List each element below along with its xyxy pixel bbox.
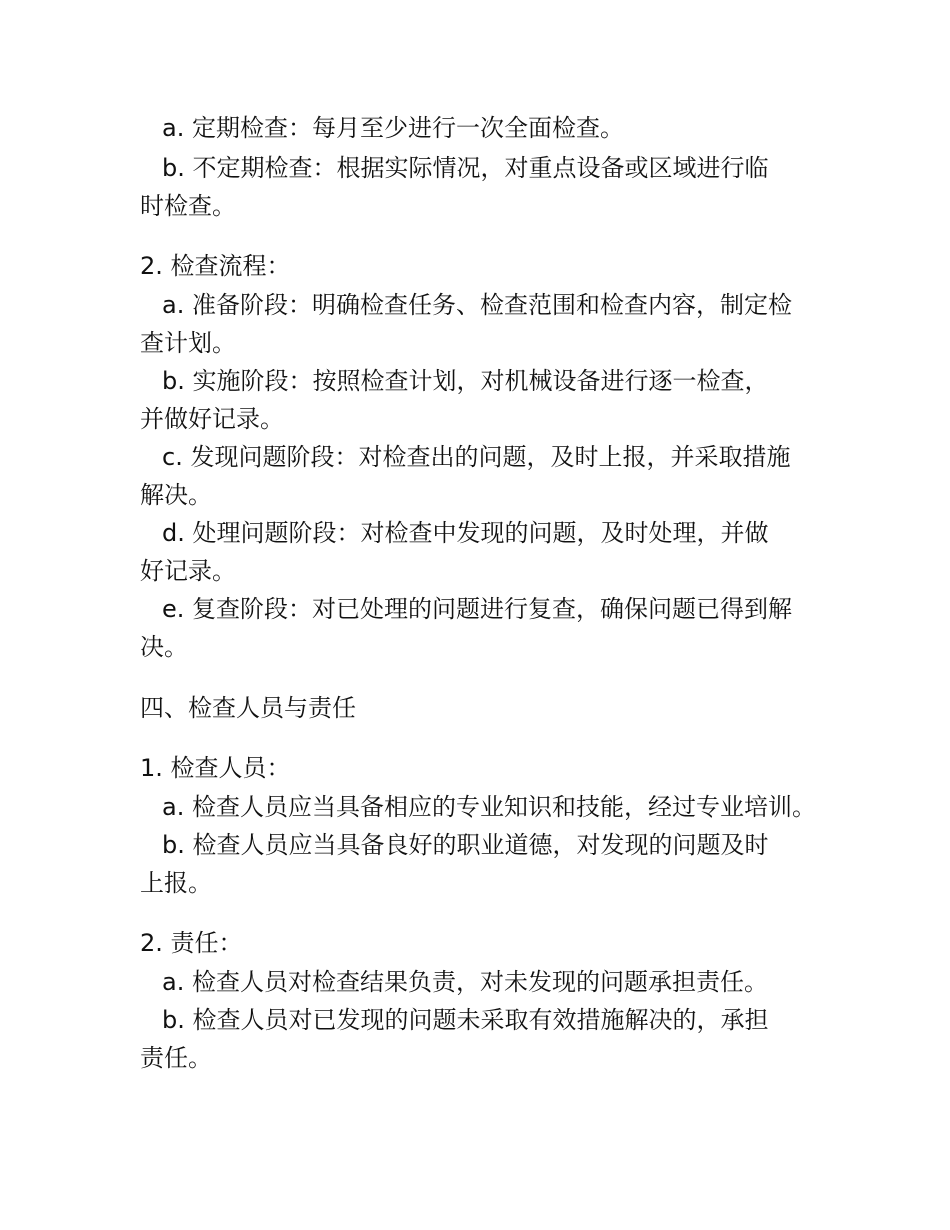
text-line: a. 检查人员对检查结果负责，对未发现的问题承担责任。 — [162, 968, 768, 996]
text-line: b. 检查人员应当具备良好的职业道德，对发现的问题及时 — [162, 831, 769, 859]
text-line: a. 定期检查：每月至少进行一次全面检查。 — [162, 114, 624, 142]
text-line: e. 复查阶段：对已处理的问题进行复查，确保问题已得到解 — [162, 595, 793, 623]
section-heading: 2. 检查流程： — [140, 252, 291, 280]
text-line: 时检查。 — [140, 192, 236, 220]
text-line: 责任。 — [140, 1044, 212, 1072]
text-line: 并做好记录。 — [140, 405, 284, 433]
text-line: b. 不定期检查：根据实际情况，对重点设备或区域进行临 — [162, 154, 769, 182]
text-line: 解决。 — [140, 481, 212, 509]
text-line: d. 处理问题阶段：对检查中发现的问题，及时处理，并做 — [162, 519, 769, 547]
text-line: 好记录。 — [140, 557, 236, 585]
section-heading: 2. 责任： — [140, 929, 243, 957]
text-line: c. 发现问题阶段：对检查出的问题，及时上报，并采取措施 — [162, 443, 791, 471]
text-line: 决。 — [140, 633, 188, 661]
text-line: 查计划。 — [140, 329, 236, 357]
text-line: b. 实施阶段：按照检查计划，对机械设备进行逐一检查， — [162, 367, 769, 395]
text-line: 上报。 — [140, 869, 212, 897]
text-line: a. 准备阶段：明确检查任务、检查范围和检查内容，制定检 — [162, 291, 792, 319]
chapter-heading: 四、检查人员与责任 — [140, 694, 356, 722]
text-line: a. 检查人员应当具备相应的专业知识和技能，经过专业培训。 — [162, 793, 816, 821]
section-heading: 1. 检查人员： — [140, 754, 291, 782]
text-line: b. 检查人员对已发现的问题未采取有效措施解决的，承担 — [162, 1006, 769, 1034]
